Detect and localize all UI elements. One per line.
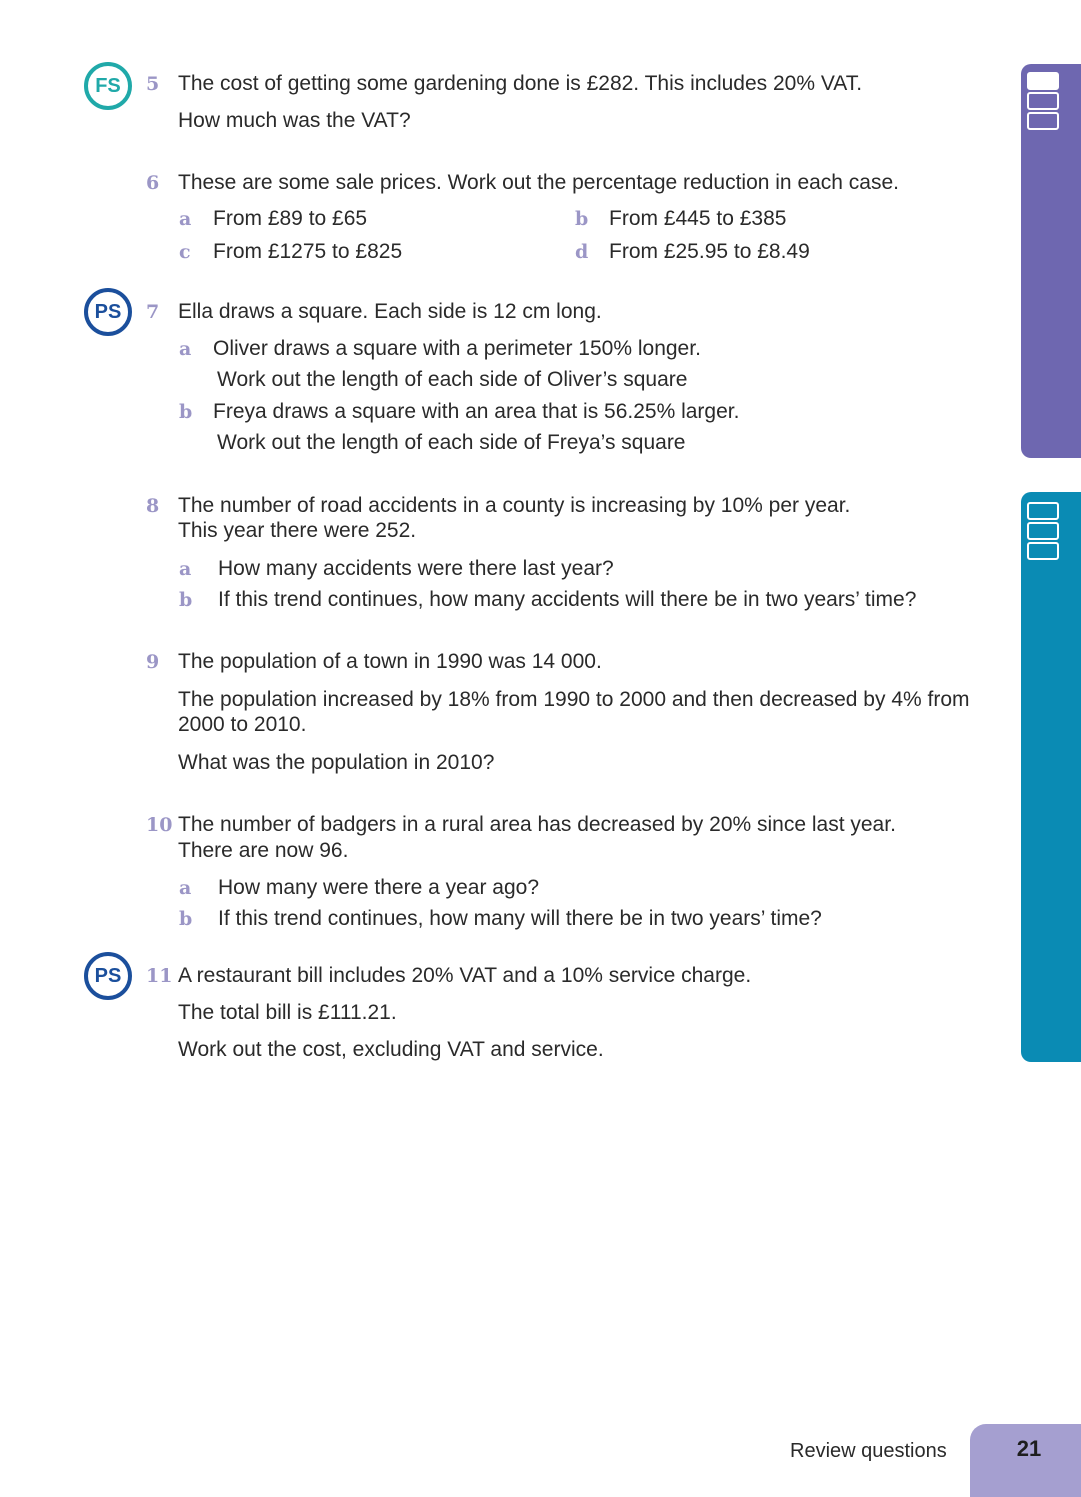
question-text: This year there were 252. bbox=[178, 519, 417, 542]
level-icon bbox=[1027, 502, 1059, 562]
question-number: 6 bbox=[146, 172, 160, 194]
question-text: A restaurant bill includes 20% VAT and a 10% service charge. bbox=[178, 964, 752, 987]
part-text: From £445 to £385 bbox=[609, 207, 787, 230]
side-tab-purple bbox=[1021, 64, 1081, 458]
part-text: Oliver draws a square with a perimeter 150% longer. bbox=[213, 337, 701, 360]
part-label: b bbox=[575, 208, 589, 230]
part-text: From £89 to £65 bbox=[213, 207, 368, 230]
part-text: From £1275 to £825 bbox=[213, 240, 403, 263]
part-label: b bbox=[179, 401, 193, 423]
part-text: Freya draws a square with an area that is 56.25% larger. bbox=[213, 400, 740, 423]
question-text: The population of a town in 1990 was 14 000. bbox=[178, 650, 602, 673]
part-text: If this trend continues, how many will there be in two years’ time? bbox=[218, 907, 822, 930]
part-text: If this trend continues, how many accidents will there be in two years’ time? bbox=[218, 588, 917, 611]
part-label: a bbox=[179, 877, 192, 899]
question-number: 7 bbox=[146, 301, 160, 323]
part-text: How many accidents were there last year? bbox=[218, 557, 614, 580]
part-label: a bbox=[179, 558, 192, 580]
question-text: How much was the VAT? bbox=[178, 109, 411, 132]
ps-badge: PS bbox=[84, 952, 132, 1000]
part-label: b bbox=[179, 589, 193, 611]
part-label: d bbox=[575, 241, 589, 263]
question-text: The cost of getting some gardening done is £282. This includes 20% VAT. bbox=[178, 72, 863, 95]
part-label: a bbox=[179, 338, 192, 360]
part-label: c bbox=[179, 241, 191, 263]
question-text: The number of badgers in a rural area has decreased by 20% since last year. bbox=[178, 813, 896, 836]
question-number: 9 bbox=[146, 651, 160, 673]
side-tab-teal bbox=[1021, 492, 1081, 1062]
part-text: Work out the length of each side of Freya’s square bbox=[217, 431, 686, 454]
question-text: Work out the cost, excluding VAT and service. bbox=[178, 1038, 604, 1061]
page-number: 21 bbox=[1016, 1436, 1042, 1461]
part-label: a bbox=[179, 208, 192, 230]
question-text: 2000 to 2010. bbox=[178, 713, 307, 736]
question-text: Ella draws a square. Each side is 12 cm long. bbox=[178, 300, 602, 323]
question-text: The number of road accidents in a county is increasing by 10% per year. bbox=[178, 494, 851, 517]
page-number-tab bbox=[970, 1424, 1081, 1497]
ps-badge: PS bbox=[84, 288, 132, 336]
part-text: From £25.95 to £8.49 bbox=[609, 240, 810, 263]
question-number: 8 bbox=[146, 495, 160, 517]
question-text: There are now 96. bbox=[178, 839, 349, 862]
question-number: 11 bbox=[146, 965, 173, 987]
fs-badge: FS bbox=[84, 62, 132, 110]
question-text: The total bill is £111.21. bbox=[178, 1001, 397, 1024]
part-label: b bbox=[179, 908, 193, 930]
question-text: These are some sale prices. Work out the percentage reduction in each case. bbox=[178, 171, 900, 194]
part-text: Work out the length of each side of Oliver’s square bbox=[217, 368, 688, 391]
question-number: 10 bbox=[146, 814, 173, 836]
part-text: How many were there a year ago? bbox=[218, 876, 539, 899]
question-text: What was the population in 2010? bbox=[178, 751, 495, 774]
question-number: 5 bbox=[146, 73, 160, 95]
level-icon bbox=[1027, 72, 1059, 132]
footer-section-label: Review questions bbox=[790, 1440, 947, 1462]
question-text: The population increased by 18% from 1990 to 2000 and then decreased by 4% from bbox=[178, 688, 970, 711]
